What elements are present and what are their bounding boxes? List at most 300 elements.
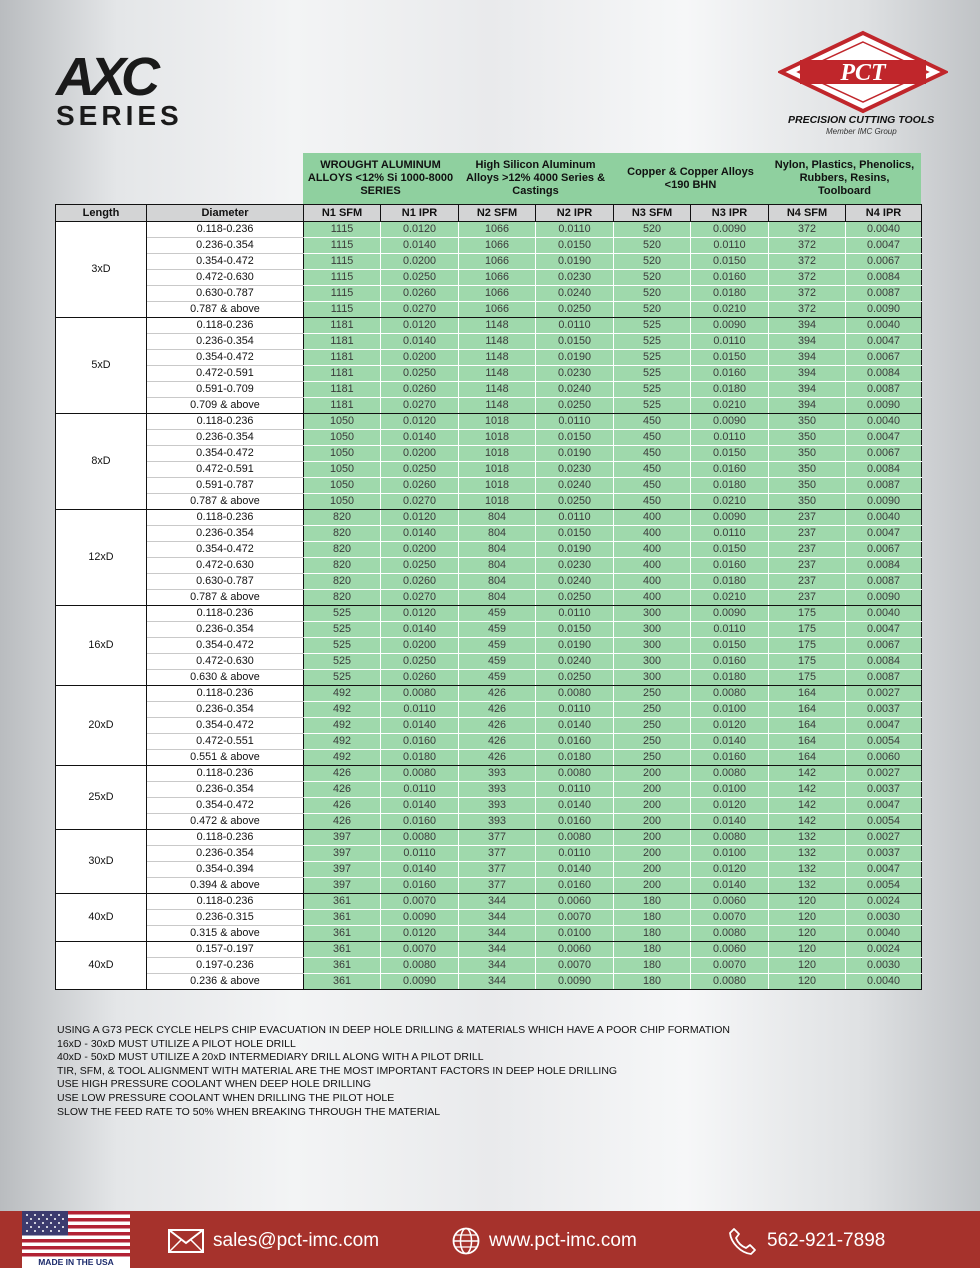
material-n1-header: WROUGHT ALUMINUM ALLOYS <12% Si 1000-8000 SERIES	[307, 159, 454, 197]
value-cell: 0.0180	[381, 750, 459, 766]
length-cell: 40xD	[56, 942, 147, 990]
diameter-cell: 0.118-0.236	[147, 606, 304, 622]
table-row	[56, 590, 922, 606]
email-contact[interactable]	[168, 1228, 379, 1254]
value-cell: 0.0210	[691, 302, 769, 318]
material-n2-header: High Silicon Aluminum Alloys >12% 4000 Series & Castings	[465, 159, 606, 197]
value-cell: 0.0110	[536, 414, 614, 430]
value-cell: 0.0110	[691, 622, 769, 638]
value-cell: 394	[769, 398, 846, 414]
value-cell: 0.0210	[691, 590, 769, 606]
value-cell: 0.0080	[691, 686, 769, 702]
diameter-cell: 0.118-0.236	[147, 510, 304, 526]
value-cell: 450	[614, 494, 691, 510]
value-cell: 344	[459, 926, 536, 942]
value-cell: 804	[459, 526, 536, 542]
diameter-cell: 0.236-0.354	[147, 334, 304, 350]
value-cell: 400	[614, 590, 691, 606]
value-cell: 0.0100	[536, 926, 614, 942]
value-cell: 397	[304, 830, 381, 846]
value-cell: 0.0240	[536, 286, 614, 302]
diameter-cell: 0.315 & above	[147, 926, 304, 942]
value-cell: 804	[459, 558, 536, 574]
diameter-cell: 0.354-0.472	[147, 638, 304, 654]
value-cell: 142	[769, 782, 846, 798]
value-cell: 450	[614, 446, 691, 462]
value-cell: 0.0047	[846, 334, 922, 350]
table-row	[56, 318, 922, 334]
envelope-icon	[168, 1229, 204, 1253]
diameter-cell: 0.157-0.197	[147, 942, 304, 958]
length-cell: 8xD	[56, 414, 147, 510]
value-cell: 492	[304, 718, 381, 734]
value-cell: 164	[769, 718, 846, 734]
value-cell: 0.0140	[381, 862, 459, 878]
value-cell: 0.0067	[846, 350, 922, 366]
value-cell: 0.0040	[846, 510, 922, 526]
value-cell: 525	[614, 318, 691, 334]
value-cell: 0.0150	[536, 622, 614, 638]
value-cell: 164	[769, 734, 846, 750]
value-cell: 0.0140	[536, 798, 614, 814]
value-cell: 120	[769, 974, 846, 990]
value-cell: 804	[459, 510, 536, 526]
value-cell: 1066	[459, 254, 536, 270]
length-cell: 12xD	[56, 510, 147, 606]
value-cell: 1181	[304, 350, 381, 366]
table-row	[56, 814, 922, 830]
value-cell: 0.0150	[536, 334, 614, 350]
value-cell: 0.0090	[381, 910, 459, 926]
value-cell: 250	[614, 718, 691, 734]
value-cell: 120	[769, 894, 846, 910]
website-contact[interactable]	[452, 1228, 637, 1254]
value-cell: 0.0100	[691, 702, 769, 718]
value-cell: 0.0120	[691, 798, 769, 814]
value-cell: 0.0260	[381, 382, 459, 398]
column-header: N1 SFM	[304, 205, 381, 222]
value-cell: 1181	[304, 366, 381, 382]
value-cell: 377	[459, 846, 536, 862]
table-row	[56, 654, 922, 670]
value-cell: 426	[459, 750, 536, 766]
value-cell: 0.0110	[691, 526, 769, 542]
value-cell: 0.0040	[846, 222, 922, 238]
value-cell: 0.0150	[536, 526, 614, 542]
value-cell: 0.0150	[691, 638, 769, 654]
value-cell: 250	[614, 734, 691, 750]
value-cell: 0.0200	[381, 254, 459, 270]
value-cell: 0.0090	[846, 494, 922, 510]
value-cell: 393	[459, 814, 536, 830]
value-cell: 0.0160	[691, 558, 769, 574]
value-cell: 350	[769, 494, 846, 510]
value-cell: 0.0160	[381, 734, 459, 750]
table-row	[56, 830, 922, 846]
value-cell: 164	[769, 702, 846, 718]
value-cell: 372	[769, 254, 846, 270]
value-cell: 450	[614, 462, 691, 478]
diameter-cell: 0.236-0.315	[147, 910, 304, 926]
value-cell: 0.0110	[381, 782, 459, 798]
table-row	[56, 302, 922, 318]
value-cell: 120	[769, 958, 846, 974]
value-cell: 394	[769, 382, 846, 398]
value-cell: 0.0120	[381, 318, 459, 334]
value-cell: 492	[304, 702, 381, 718]
diameter-cell: 0.591-0.709	[147, 382, 304, 398]
value-cell: 0.0110	[691, 334, 769, 350]
column-header: N1 IPR	[381, 205, 459, 222]
value-cell: 0.0120	[691, 862, 769, 878]
value-cell: 0.0080	[691, 830, 769, 846]
value-cell: 0.0090	[691, 222, 769, 238]
value-cell: 0.0190	[536, 254, 614, 270]
value-cell: 459	[459, 654, 536, 670]
value-cell: 0.0260	[381, 286, 459, 302]
value-cell: 361	[304, 894, 381, 910]
value-cell: 372	[769, 286, 846, 302]
value-cell: 492	[304, 750, 381, 766]
value-cell: 393	[459, 782, 536, 798]
value-cell: 0.0160	[381, 814, 459, 830]
value-cell: 250	[614, 750, 691, 766]
value-cell: 0.0110	[536, 702, 614, 718]
table-row	[56, 542, 922, 558]
pct-tagline: PRECISION CUTTING TOOLS	[788, 114, 935, 126]
value-cell: 0.0140	[381, 334, 459, 350]
value-cell: 132	[769, 830, 846, 846]
value-cell: 397	[304, 846, 381, 862]
value-cell: 200	[614, 766, 691, 782]
diameter-cell: 0.236-0.354	[147, 846, 304, 862]
value-cell: 0.0250	[536, 670, 614, 686]
value-cell: 0.0080	[691, 926, 769, 942]
value-cell: 350	[769, 446, 846, 462]
value-cell: 426	[304, 782, 381, 798]
value-cell: 1018	[459, 414, 536, 430]
value-cell: 0.0070	[691, 958, 769, 974]
value-cell: 0.0160	[536, 878, 614, 894]
value-cell: 175	[769, 670, 846, 686]
value-cell: 459	[459, 622, 536, 638]
value-cell: 350	[769, 414, 846, 430]
diameter-cell: 0.354-0.472	[147, 254, 304, 270]
table-row	[56, 910, 922, 926]
value-cell: 397	[304, 862, 381, 878]
value-cell: 237	[769, 510, 846, 526]
value-cell: 0.0120	[381, 222, 459, 238]
value-cell: 520	[614, 222, 691, 238]
value-cell: 0.0080	[381, 830, 459, 846]
value-cell: 1115	[304, 222, 381, 238]
table-row	[56, 894, 922, 910]
diameter-cell: 0.709 & above	[147, 398, 304, 414]
value-cell: 394	[769, 334, 846, 350]
diameter-cell: 0.630 & above	[147, 670, 304, 686]
value-cell: 0.0087	[846, 382, 922, 398]
value-cell: 0.0110	[536, 510, 614, 526]
value-cell: 0.0054	[846, 814, 922, 830]
value-cell: 0.0140	[691, 878, 769, 894]
diameter-cell: 0.472 & above	[147, 814, 304, 830]
table-row	[56, 782, 922, 798]
diameter-cell: 0.236-0.354	[147, 702, 304, 718]
value-cell: 0.0110	[691, 238, 769, 254]
value-cell: 1018	[459, 430, 536, 446]
value-cell: 0.0110	[691, 430, 769, 446]
diameter-cell: 0.787 & above	[147, 590, 304, 606]
diameter-cell: 0.591-0.787	[147, 478, 304, 494]
value-cell: 0.0024	[846, 942, 922, 958]
value-cell: 0.0150	[691, 446, 769, 462]
value-cell: 0.0140	[536, 718, 614, 734]
value-cell: 1148	[459, 350, 536, 366]
value-cell: 237	[769, 542, 846, 558]
value-cell: 0.0200	[381, 446, 459, 462]
footer-bar	[0, 1211, 980, 1268]
value-cell: 0.0040	[846, 974, 922, 990]
table-row	[56, 446, 922, 462]
value-cell: 1050	[304, 478, 381, 494]
value-cell: 237	[769, 526, 846, 542]
table-row	[56, 750, 922, 766]
value-cell: 0.0140	[381, 430, 459, 446]
axc-series-logo	[56, 47, 186, 131]
value-cell: 0.0230	[536, 270, 614, 286]
note-line: 16xD - 30xD MUST UTILIZE A PILOT HOLE DRILL	[57, 1037, 296, 1050]
value-cell: 0.0110	[536, 318, 614, 334]
value-cell: 1115	[304, 286, 381, 302]
value-cell: 0.0070	[536, 958, 614, 974]
value-cell: 0.0120	[691, 718, 769, 734]
diameter-cell: 0.787 & above	[147, 494, 304, 510]
value-cell: 0.0120	[381, 414, 459, 430]
value-cell: 1148	[459, 318, 536, 334]
value-cell: 0.0060	[846, 750, 922, 766]
value-cell: 0.0200	[381, 638, 459, 654]
value-cell: 0.0090	[691, 606, 769, 622]
pct-member-text: Member IMC Group	[826, 127, 897, 136]
diameter-cell: 0.472-0.630	[147, 654, 304, 670]
value-cell: 250	[614, 686, 691, 702]
column-header: N3 IPR	[691, 205, 769, 222]
value-cell: 525	[614, 398, 691, 414]
table-row	[56, 366, 922, 382]
website-link[interactable]: www.pct-imc.com	[489, 1230, 637, 1251]
value-cell: 0.0087	[846, 286, 922, 302]
value-cell: 300	[614, 606, 691, 622]
value-cell: 0.0110	[536, 782, 614, 798]
value-cell: 237	[769, 574, 846, 590]
value-cell: 0.0180	[691, 286, 769, 302]
value-cell: 0.0070	[691, 910, 769, 926]
diameter-cell: 0.354-0.472	[147, 350, 304, 366]
value-cell: 142	[769, 798, 846, 814]
value-cell: 0.0070	[536, 910, 614, 926]
value-cell: 1181	[304, 334, 381, 350]
value-cell: 0.0140	[381, 526, 459, 542]
value-cell: 0.0160	[536, 734, 614, 750]
table-row	[56, 558, 922, 574]
value-cell: 372	[769, 238, 846, 254]
value-cell: 0.0040	[846, 414, 922, 430]
length-cell: 40xD	[56, 894, 147, 942]
value-cell: 0.0087	[846, 574, 922, 590]
value-cell: 1050	[304, 414, 381, 430]
value-cell: 820	[304, 590, 381, 606]
value-cell: 0.0100	[691, 782, 769, 798]
value-cell: 0.0260	[381, 574, 459, 590]
value-cell: 0.0070	[381, 894, 459, 910]
value-cell: 0.0200	[381, 542, 459, 558]
diameter-cell: 0.118-0.236	[147, 414, 304, 430]
table-row	[56, 958, 922, 974]
value-cell: 0.0230	[536, 462, 614, 478]
series-logo-text: SERIES	[56, 100, 183, 131]
value-cell: 0.0250	[381, 558, 459, 574]
value-cell: 180	[614, 942, 691, 958]
note-line: USE HIGH PRESSURE COOLANT WHEN DEEP HOLE DRILLING	[57, 1078, 372, 1091]
table-row	[56, 286, 922, 302]
value-cell: 132	[769, 862, 846, 878]
value-cell: 459	[459, 670, 536, 686]
value-cell: 1181	[304, 318, 381, 334]
value-cell: 0.0060	[691, 942, 769, 958]
value-cell: 0.0080	[691, 766, 769, 782]
value-cell: 200	[614, 814, 691, 830]
value-cell: 237	[769, 558, 846, 574]
value-cell: 1148	[459, 334, 536, 350]
value-cell: 0.0024	[846, 894, 922, 910]
value-cell: 164	[769, 686, 846, 702]
value-cell: 0.0067	[846, 446, 922, 462]
value-cell: 0.0060	[536, 894, 614, 910]
table-row	[56, 846, 922, 862]
value-cell: 0.0084	[846, 366, 922, 382]
table-row	[56, 462, 922, 478]
usa-flag-icon	[22, 1211, 130, 1257]
value-cell: 1050	[304, 494, 381, 510]
table-row	[56, 494, 922, 510]
value-cell: 820	[304, 558, 381, 574]
column-header: N4 SFM	[769, 205, 846, 222]
value-cell: 820	[304, 510, 381, 526]
value-cell: 0.0087	[846, 670, 922, 686]
value-cell: 394	[769, 318, 846, 334]
value-cell: 0.0180	[691, 382, 769, 398]
value-cell: 426	[304, 798, 381, 814]
value-cell: 525	[614, 382, 691, 398]
value-cell: 450	[614, 414, 691, 430]
value-cell: 0.0250	[381, 366, 459, 382]
diameter-cell: 0.354-0.472	[147, 718, 304, 734]
value-cell: 0.0110	[536, 222, 614, 238]
value-cell: 1066	[459, 270, 536, 286]
value-cell: 0.0054	[846, 878, 922, 894]
value-cell: 525	[304, 670, 381, 686]
value-cell: 377	[459, 878, 536, 894]
material-header	[303, 153, 921, 204]
phone-contact[interactable]	[728, 1228, 885, 1254]
value-cell: 350	[769, 478, 846, 494]
value-cell: 0.0140	[381, 718, 459, 734]
value-cell: 1148	[459, 366, 536, 382]
value-cell: 0.0270	[381, 590, 459, 606]
table-row	[56, 510, 922, 526]
value-cell: 0.0027	[846, 686, 922, 702]
value-cell: 0.0047	[846, 798, 922, 814]
value-cell: 0.0180	[691, 670, 769, 686]
value-cell: 180	[614, 926, 691, 942]
table-row	[56, 238, 922, 254]
value-cell: 1066	[459, 238, 536, 254]
value-cell: 0.0150	[691, 350, 769, 366]
diameter-cell: 0.354-0.472	[147, 542, 304, 558]
value-cell: 0.0260	[381, 670, 459, 686]
value-cell: 0.0160	[691, 366, 769, 382]
value-cell: 132	[769, 878, 846, 894]
value-cell: 0.0080	[381, 686, 459, 702]
value-cell: 300	[614, 670, 691, 686]
table-row	[56, 270, 922, 286]
value-cell: 426	[304, 814, 381, 830]
value-cell: 0.0037	[846, 846, 922, 862]
length-cell: 3xD	[56, 222, 147, 318]
table-row	[56, 926, 922, 942]
value-cell: 0.0190	[536, 446, 614, 462]
value-cell: 0.0080	[381, 958, 459, 974]
value-cell: 1018	[459, 478, 536, 494]
value-cell: 820	[304, 526, 381, 542]
diameter-cell: 0.354-0.472	[147, 798, 304, 814]
value-cell: 180	[614, 958, 691, 974]
note-line: TIR, SFM, & TOOL ALIGNMENT WITH MATERIAL ARE THE MOST IMPORTANT FACTORS IN DEEP HOLE DRILLING	[57, 1064, 618, 1077]
value-cell: 0.0067	[846, 542, 922, 558]
value-cell: 450	[614, 430, 691, 446]
value-cell: 180	[614, 894, 691, 910]
value-cell: 0.0160	[691, 462, 769, 478]
value-cell: 0.0090	[691, 510, 769, 526]
table-row	[56, 734, 922, 750]
value-cell: 0.0090	[536, 974, 614, 990]
value-cell: 0.0270	[381, 302, 459, 318]
diameter-cell: 0.118-0.236	[147, 222, 304, 238]
value-cell: 0.0084	[846, 558, 922, 574]
value-cell: 0.0054	[846, 734, 922, 750]
column-header: N2 IPR	[536, 205, 614, 222]
value-cell: 0.0090	[691, 318, 769, 334]
value-cell: 0.0180	[536, 750, 614, 766]
diameter-cell: 0.236-0.354	[147, 782, 304, 798]
column-header: Diameter	[147, 205, 304, 222]
value-cell: 372	[769, 222, 846, 238]
value-cell: 237	[769, 590, 846, 606]
email-link[interactable]: sales@pct-imc.com	[213, 1230, 380, 1251]
value-cell: 1115	[304, 270, 381, 286]
value-cell: 0.0140	[691, 734, 769, 750]
value-cell: 1115	[304, 254, 381, 270]
value-cell: 200	[614, 878, 691, 894]
value-cell: 377	[459, 830, 536, 846]
value-cell: 142	[769, 814, 846, 830]
length-cell: 16xD	[56, 606, 147, 686]
value-cell: 361	[304, 974, 381, 990]
phone-number[interactable]: 562-921-7898	[767, 1230, 886, 1251]
value-cell: 0.0240	[536, 478, 614, 494]
diameter-cell: 0.472-0.630	[147, 270, 304, 286]
value-cell: 0.0084	[846, 462, 922, 478]
